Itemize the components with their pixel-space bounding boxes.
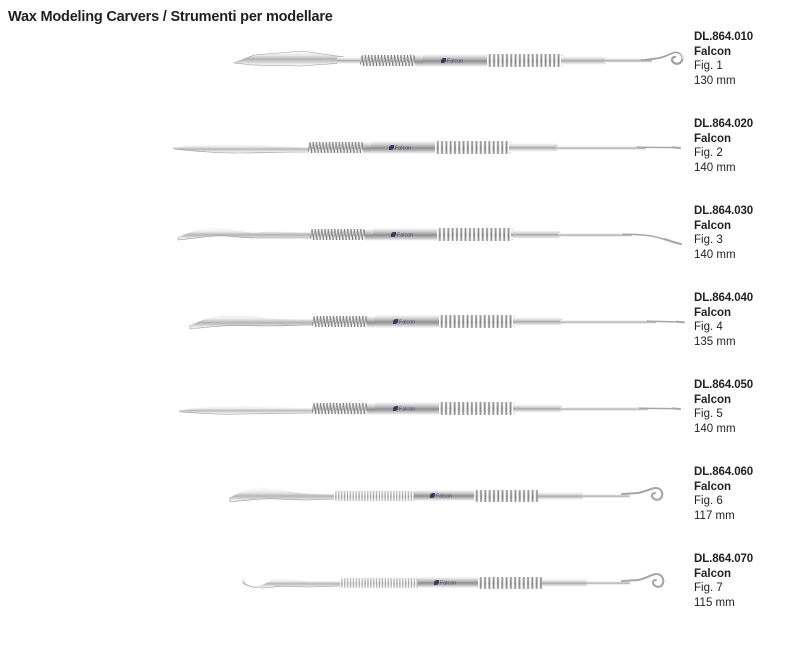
brand-logo: Falcon: [441, 58, 463, 65]
blade-left-icon: [176, 394, 326, 424]
shaft-taper: [538, 492, 584, 500]
blade-left-icon: [226, 479, 342, 511]
leaf-icon: [391, 232, 396, 237]
product-brand: Falcon: [694, 480, 732, 493]
product-code: DL.864.010: [694, 31, 754, 43]
knurled-grip: [310, 229, 366, 240]
leaf-icon: [393, 319, 398, 324]
instrument-illustration-1: [0, 30, 700, 117]
leaf-icon: [393, 406, 398, 411]
brand-logo: Falcon: [393, 406, 415, 413]
brand-barrel: [414, 490, 476, 501]
leaf-icon: [430, 493, 435, 498]
brand-barrel: [371, 141, 437, 154]
product-code: DL.864.040: [694, 292, 754, 304]
tip-right-icon: [648, 313, 686, 331]
shaft-segment: [556, 146, 646, 150]
product-length: 140 mm: [694, 248, 736, 261]
instrument-graphic: [172, 218, 680, 252]
ringed-grip: [435, 141, 511, 154]
product-brand: Falcon: [694, 393, 732, 406]
instrument-graphic: [240, 566, 680, 600]
list-item: [0, 117, 802, 204]
spec-block: [694, 465, 789, 523]
spec-block: [694, 291, 789, 349]
blade-left-icon: [170, 133, 320, 163]
spec-block: [694, 378, 789, 436]
knurled-grip: [312, 316, 368, 327]
list-item: [0, 552, 802, 639]
product-code: DL.864.020: [694, 118, 754, 130]
ringed-grip: [474, 490, 540, 502]
instrument-graphic: [232, 44, 680, 78]
product-length: 135 mm: [694, 335, 736, 348]
fine-ringed-grip: [334, 491, 416, 501]
spec-block: [694, 204, 789, 262]
product-brand: Falcon: [694, 306, 732, 319]
shaft-taper: [511, 230, 561, 239]
product-brand: Falcon: [694, 567, 732, 580]
tip-right-icon: [640, 400, 682, 418]
product-figure: Fig. 1: [694, 60, 723, 72]
product-brand: Falcon: [694, 45, 732, 58]
list-item: [0, 291, 802, 378]
product-length: 115 mm: [694, 596, 735, 609]
ringed-grip: [439, 315, 515, 328]
blade-left-icon: [186, 305, 322, 337]
product-code: DL.864.050: [694, 379, 754, 391]
list-item: [0, 204, 802, 291]
spec-block: [694, 552, 789, 610]
spec-block: [694, 30, 789, 88]
list-item: [0, 378, 802, 465]
instrument-graphic: [186, 305, 680, 339]
shaft-taper: [513, 404, 563, 413]
product-length: 130 mm: [694, 74, 736, 87]
fine-ringed-grip: [340, 578, 420, 588]
blade-left-icon: [232, 46, 352, 76]
brand-barrel: [375, 315, 441, 328]
product-figure: Fig. 2: [694, 147, 723, 159]
instrument-list: [0, 30, 802, 639]
product-code: DL.864.070: [694, 553, 754, 565]
tip-right-icon: [638, 139, 682, 157]
blade-left-icon: [172, 218, 322, 250]
blade-left-icon: [240, 566, 348, 598]
ringed-grip: [478, 577, 544, 589]
product-figure: Fig. 3: [694, 234, 723, 246]
spec-block: [694, 117, 789, 175]
shaft-segment: [558, 233, 632, 237]
brand-barrel: [418, 577, 480, 588]
instrument-illustration-6: [0, 465, 700, 552]
leaf-icon: [434, 580, 439, 585]
knurled-grip: [308, 142, 364, 153]
instrument-graphic: [226, 479, 680, 513]
instrument-graphic: [176, 392, 680, 426]
product-code: DL.864.030: [694, 205, 754, 217]
product-length: 140 mm: [694, 161, 736, 174]
page-title: Wax Modeling Carvers / Strumenti per modellare: [8, 9, 333, 25]
ringed-grip: [487, 54, 563, 67]
tip-right-icon: [624, 222, 684, 248]
product-brand: Falcon: [694, 219, 732, 232]
instrument-illustration-5: [0, 378, 700, 465]
product-figure: Fig. 6: [694, 495, 723, 507]
shaft-taper: [509, 143, 559, 152]
shaft-segment: [560, 407, 648, 411]
instrument-illustration-3: [0, 204, 700, 291]
product-code: DL.864.060: [694, 466, 754, 478]
tip-right-icon: [642, 44, 686, 76]
shaft-taper: [542, 579, 588, 587]
list-item: [0, 465, 802, 552]
knurled-grip: [360, 55, 416, 66]
tip-right-icon: [622, 481, 666, 511]
instrument-graphic: [170, 131, 680, 165]
brand-logo: Falcon: [391, 232, 413, 239]
instrument-illustration-4: [0, 291, 700, 378]
tip-right-icon: [622, 568, 668, 598]
product-figure: Fig. 4: [694, 321, 723, 333]
leaf-icon: [441, 58, 446, 63]
brand-logo: Falcon: [430, 493, 452, 500]
instrument-illustration-7: [0, 552, 700, 639]
knurled-grip: [312, 403, 368, 414]
product-length: 117 mm: [694, 509, 735, 522]
product-brand: Falcon: [694, 132, 732, 145]
ringed-grip: [439, 402, 515, 415]
product-figure: Fig. 7: [694, 582, 723, 594]
ringed-grip: [437, 228, 513, 241]
instrument-illustration-2: [0, 117, 700, 204]
shaft-segment: [560, 320, 656, 324]
brand-logo: Falcon: [393, 319, 415, 326]
product-figure: Fig. 5: [694, 408, 723, 420]
brand-barrel: [373, 228, 439, 241]
brand-barrel: [423, 54, 489, 67]
list-item: [0, 30, 802, 117]
leaf-icon: [389, 145, 394, 150]
shaft-taper: [561, 56, 607, 65]
shaft-taper: [513, 317, 563, 326]
brand-barrel: [375, 402, 441, 415]
shaft-segment: [337, 57, 362, 64]
brand-logo: Falcon: [389, 145, 411, 152]
brand-logo: Falcon: [434, 580, 456, 587]
product-length: 140 mm: [694, 422, 736, 435]
